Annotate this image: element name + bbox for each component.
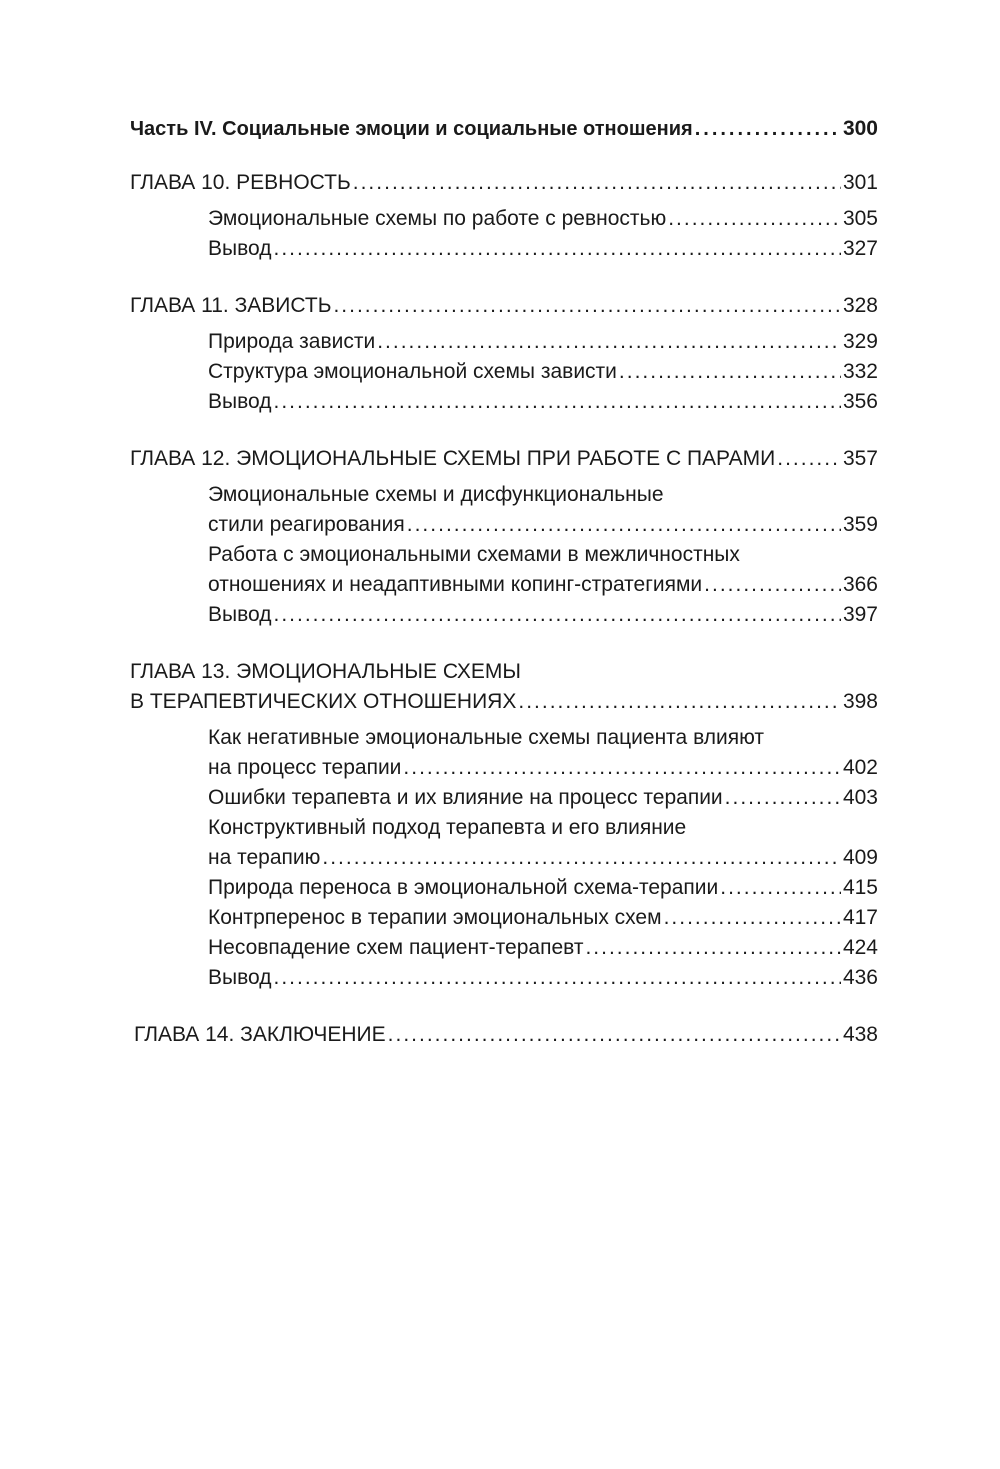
dot-leader (619, 357, 841, 387)
dot-leader (695, 114, 841, 144)
chapter-page-number: 398 (842, 690, 878, 713)
toc-section-entry[interactable] (130, 903, 878, 933)
chapter-title: ГЛАВА 10. РЕВНОСТЬ (130, 171, 351, 194)
section-page-number: 332 (842, 360, 878, 383)
chapter-title: ГЛАВА 12. ЭМОЦИОНАЛЬНЫЕ СХЕМЫ ПРИ РАБОТЕ С ПАРАМИ (130, 447, 776, 470)
dot-leader (585, 933, 841, 963)
chapter-block (130, 1020, 878, 1050)
chapter-block (130, 168, 878, 264)
dot-leader (407, 510, 841, 540)
toc-section-entry[interactable] (130, 387, 878, 417)
section-page-number: 403 (842, 786, 878, 809)
dot-leader (333, 291, 840, 321)
section-title: Вывод (208, 390, 272, 413)
chapter-block (130, 444, 878, 630)
section-page-number: 409 (842, 846, 878, 869)
dot-leader (353, 168, 841, 198)
dot-leader (664, 903, 841, 933)
chapter-title: В ТЕРАПЕВТИЧЕСКИХ ОТНОШЕНИЯХ (130, 690, 517, 713)
section-title: Природа переноса в эмоциональной схема-терапии (208, 876, 719, 899)
toc-section-entry[interactable] (130, 753, 878, 783)
toc-section-entry[interactable] (130, 327, 878, 357)
chapter-block (130, 657, 878, 993)
dot-leader (322, 843, 841, 873)
toc-section-entry[interactable] (130, 204, 878, 234)
section-title: Эмоциональные схемы по работе с ревностью (208, 207, 667, 230)
section-title: Структура эмоциональной схемы зависти (208, 360, 617, 383)
section-page-number: 436 (842, 966, 878, 989)
toc-section-entry[interactable] (130, 783, 878, 813)
chapter-block (130, 291, 878, 417)
section-title-line[interactable]: Как негативные эмоциональные схемы пациента влияют (208, 726, 765, 749)
toc-section-entry[interactable] (130, 510, 878, 540)
part-title: Часть IV. Социальные эмоции и социальные отношения (130, 118, 693, 140)
dot-leader (725, 783, 841, 813)
section-title: Вывод (208, 237, 272, 260)
part-page-number: 300 (842, 117, 878, 140)
dot-leader (403, 753, 841, 783)
dot-leader (388, 1020, 841, 1050)
dot-leader (518, 687, 841, 717)
table-of-contents (130, 114, 878, 1077)
chapter-page-number: 357 (842, 447, 878, 470)
section-page-number: 327 (842, 237, 878, 260)
dot-leader (720, 873, 841, 903)
chapter-title-line[interactable]: ГЛАВА 13. ЭМОЦИОНАЛЬНЫЕ СХЕМЫ (130, 660, 521, 683)
toc-chapter-entry[interactable] (130, 291, 878, 321)
toc-chapter-entry[interactable] (130, 687, 878, 717)
section-title: на процесс терапии (208, 756, 402, 779)
dot-leader (274, 387, 841, 417)
section-title: Вывод (208, 966, 272, 989)
toc-section-entry[interactable] (130, 357, 878, 387)
dot-leader (274, 963, 841, 993)
section-title: Контрперенос в терапии эмоциональных схем (208, 906, 662, 929)
toc-section-entry[interactable] (130, 570, 878, 600)
section-page-number: 415 (842, 876, 878, 899)
section-title-line[interactable]: Конструктивный подход терапевта и его влияние (208, 816, 687, 839)
toc-chapter-entry[interactable] (130, 168, 878, 198)
toc-section-entry[interactable] (130, 234, 878, 264)
dot-leader (274, 600, 841, 630)
section-title: Вывод (208, 603, 272, 626)
toc-section-entry[interactable] (130, 963, 878, 993)
toc-section-entry[interactable] (130, 843, 878, 873)
toc-section-entry[interactable] (130, 933, 878, 963)
section-page-number: 366 (842, 573, 878, 596)
section-page-number: 356 (842, 390, 878, 413)
section-page-number: 305 (842, 207, 878, 230)
toc-section-entry[interactable] (130, 873, 878, 903)
section-title: отношениях и неадаптивными копинг-стратегиями (208, 573, 703, 596)
section-page-number: 402 (842, 756, 878, 779)
section-title: Ошибки терапевта и их влияние на процесс терапии (208, 786, 723, 809)
toc-chapter-entry[interactable] (130, 444, 878, 474)
chapter-title: ГЛАВА 14. ЗАКЛЮЧЕНИЕ (134, 1023, 386, 1046)
dot-leader (668, 204, 841, 234)
toc-part-entry[interactable] (130, 114, 878, 144)
section-title: Несовпадение схем пациент-терапевт (208, 936, 584, 959)
section-title: стили реагирования (208, 513, 405, 536)
chapter-page-number: 438 (842, 1023, 878, 1046)
section-page-number: 359 (842, 513, 878, 536)
section-page-number: 329 (842, 330, 878, 353)
section-title-line[interactable]: Работа с эмоциональными схемами в межличностных (208, 543, 740, 566)
section-title: на терапию (208, 846, 321, 869)
section-title-line[interactable]: Эмоциональные схемы и дисфункциональные (208, 483, 664, 506)
section-page-number: 417 (842, 906, 878, 929)
toc-chapter-entry[interactable] (130, 1020, 878, 1050)
dot-leader (274, 234, 841, 264)
dot-leader (777, 444, 841, 474)
chapter-page-number: 301 (842, 171, 878, 194)
section-page-number: 424 (842, 936, 878, 959)
chapter-title: ГЛАВА 11. ЗАВИСТЬ (130, 294, 332, 317)
dot-leader (377, 327, 841, 357)
section-page-number: 397 (842, 603, 878, 626)
chapter-page-number: 328 (842, 294, 878, 317)
section-title: Природа зависти (208, 330, 376, 353)
toc-section-entry[interactable] (130, 600, 878, 630)
dot-leader (704, 570, 841, 600)
